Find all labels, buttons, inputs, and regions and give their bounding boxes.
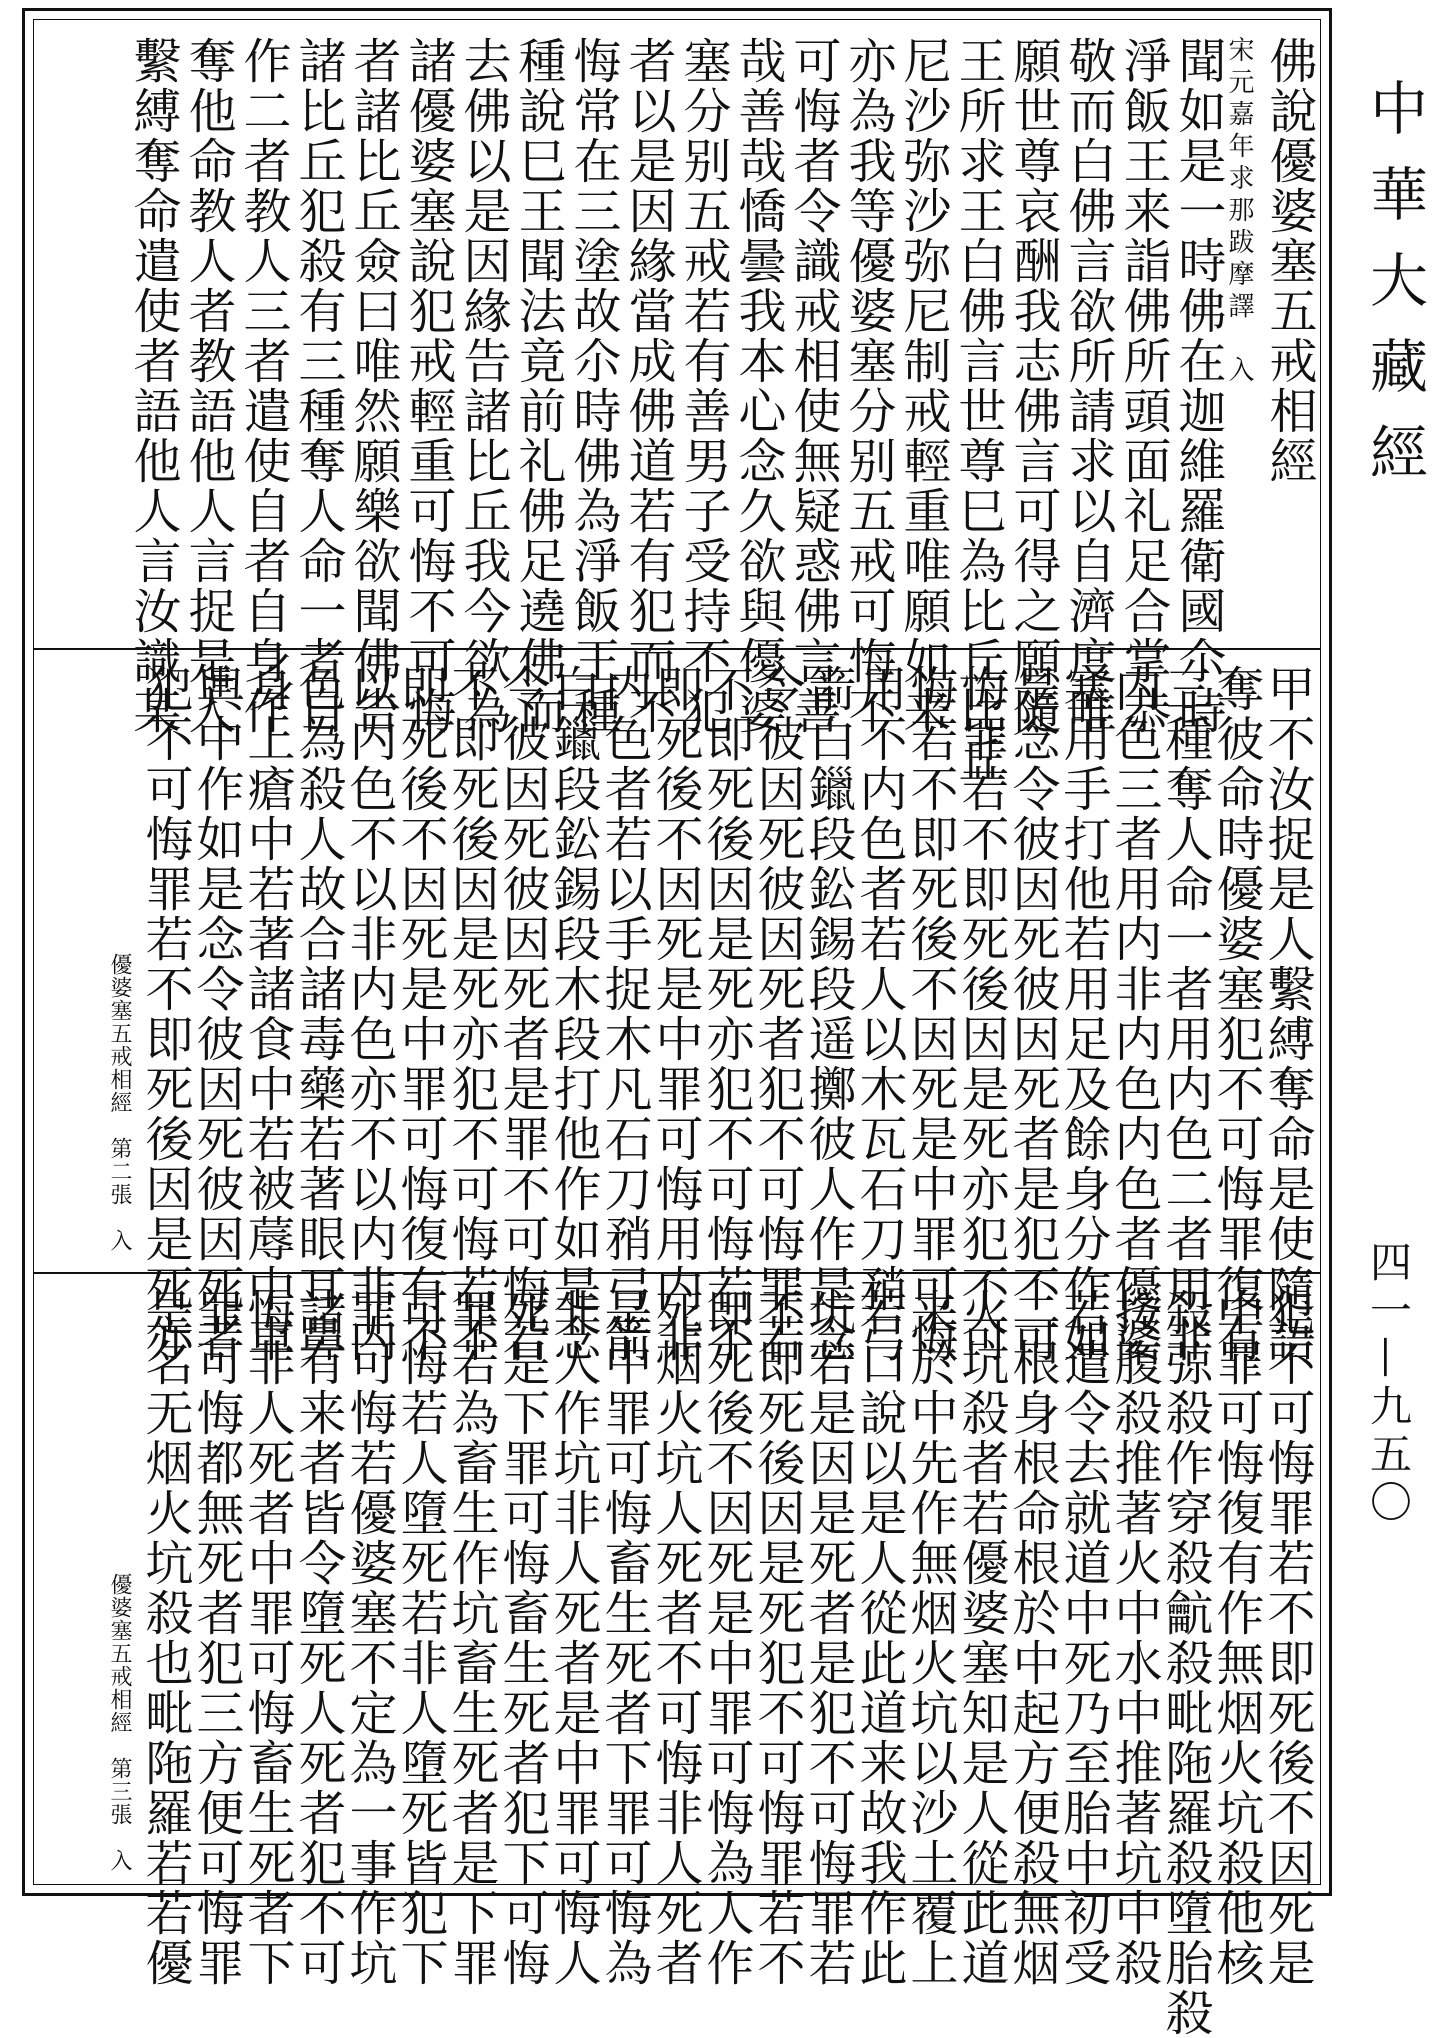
text-column: 去佛以是因緣告諸比丘我今欲為 <box>455 36 511 736</box>
text-block <box>33 19 1321 2038</box>
page-frame <box>22 8 1332 2038</box>
collection-title: 中華大藏經 <box>1360 78 1428 508</box>
text-column: 身上瘡中若著諸食中若被蓐中車 <box>239 664 295 1364</box>
text-column: 悔若不即死後不因死是中罪可悔 <box>902 664 958 1364</box>
text-column: 王所求王白佛言世尊巳為比丘比丘 <box>950 36 1006 786</box>
text-column: 中罪可悔復有作無烟火坑殺他核 <box>1208 1288 1264 1988</box>
text-column: 坑若是因是死者是犯不可悔罪若 <box>800 1288 856 1988</box>
text-column: 是念令彼因死彼因死者是犯不可 <box>1004 664 1060 1364</box>
text-column: 非人作坑非人死者是中罪可悔人 <box>545 1288 601 1988</box>
text-column: 罪若為畜生作坑畜生死者是下罪 <box>443 1288 499 1988</box>
text-column: 繫縛奪命遣使者語他人言汝識某 <box>125 36 181 736</box>
text-column: 若遣令去就道中死乃至胎中初受 <box>1055 1288 1111 1988</box>
text-column: 可悔若人墮死若非人墮死皆犯下 <box>392 1288 448 1988</box>
text-column: 敬而白佛言欲所請求以自濟度唯 <box>1060 36 1116 736</box>
text-column: 即死後不因死是中罪可悔復有不 <box>392 664 448 1364</box>
text-column: 罪可悔都無死者犯三方便可悔罪 <box>188 1288 244 1988</box>
text-column: 令彼因死彼因死者是罪不可悔若 <box>494 664 550 1364</box>
text-column: 不即死後因是死亦犯不可悔若不 <box>698 664 754 1364</box>
text-column: 内色三者用内非内色内色者優婆 <box>1106 664 1162 1364</box>
text-column: 種說巳王聞法竟前礼佛足遶佛而 <box>510 36 566 736</box>
text-column: 奪彼命時優婆塞犯不可悔罪復有 <box>1208 664 1264 1364</box>
text-column: 哉善哉憍曇我本心念久欲與優婆 <box>730 36 786 736</box>
panel-1 <box>34 20 1320 786</box>
text-column: 聞如是一時佛在迦維羅衛國尒時 <box>1170 36 1226 736</box>
text-column: 諸優婆塞說犯戒輕重可悔不可悔 <box>400 36 456 736</box>
text-column: 願世尊哀酬我志佛言可得之願隨 <box>1005 36 1061 736</box>
section-footer: 優婆塞五戒相經 第三張 入 <box>107 1573 132 1872</box>
text-column: 用不内色者若人以木瓦石刀矟弓 <box>851 664 907 1364</box>
text-column: 白鑞段鈆錫段木段打他作如是念 <box>545 664 601 1364</box>
text-column: 殺弶殺作穿殺䶳殺毗陁羅殺墮胎殺 <box>1157 1288 1213 2038</box>
text-column: 亦為我等優婆塞分别五戒可悔不 <box>840 36 896 736</box>
text-column: 色為殺人故合諸毒藥若著眼耳鼻 <box>290 664 346 1364</box>
text-column: 奪他命教人者教語他人言捉是人 <box>180 36 236 736</box>
text-column: 佛說優婆塞五戒相經 <box>1261 36 1317 486</box>
text-column: 尼沙弥沙弥尼制戒輕重唯願如来 <box>895 36 951 736</box>
text-column: 淨飯王来詣佛所頭面礼足合掌恭 <box>1115 36 1171 736</box>
text-column: 諸比丘犯殺有三種奪人命一者自 <box>290 36 346 736</box>
text-column: 内色者若以手捉木凡石刀矟弓箭 <box>596 664 652 1364</box>
text-column: 是名无烟火坑殺也毗陁羅若若優 <box>137 1288 193 1988</box>
text-column: 死是下罪可悔畜生死者犯下可悔 <box>494 1288 550 1988</box>
text-column: 三種奪人命一者用内色二者用非 <box>1157 664 1213 1364</box>
text-column: 来於中先作無烟火坑以沙土覆上 <box>902 1288 958 1988</box>
text-column: 犯不可悔罪若不即死後因是死亦 <box>137 664 193 1364</box>
text-column: 作二者教人三者遣使自者自身作 <box>235 36 291 736</box>
text-column: 甲不汝捉是人繫縛奪命是使隨語 <box>1259 664 1315 1364</box>
text-column: 宋元嘉年求那跋摩譯 入 <box>1224 36 1254 388</box>
text-column: 即死後不因死是中罪可悔用内非 <box>647 664 703 1364</box>
text-column: 按腹殺推著火中水中推著坑中殺 <box>1106 1288 1162 1988</box>
text-column: 令彼因死彼因死者犯不可悔罪若 <box>749 664 805 1364</box>
text-column: 者以是因緣當成佛道若有犯而不 <box>620 36 676 736</box>
panel-2 <box>34 648 1320 1364</box>
text-column: 者諸比丘僉曰唯然願樂欲聞佛告 <box>345 36 401 736</box>
text-column: 悔非人死者中罪可悔畜生死者下 <box>239 1288 295 1988</box>
text-column: 火坑殺者若優婆塞知是人從此道 <box>953 1288 1009 1988</box>
text-column: 死烟火坑人死者不可悔非人死者 <box>647 1288 703 1988</box>
section-footer: 優婆塞五戒相經 第二張 入 <box>107 953 132 1252</box>
text-column: 諸有来者皆令墮死人死者犯不可 <box>290 1288 346 1988</box>
text-column: 塞分别五戒若有善男子受持不犯 <box>675 36 731 736</box>
text-column: 不即死後因是死犯不可悔罪若不 <box>749 1288 805 1988</box>
text-column: 是中罪可悔畜生死者下罪可悔為 <box>596 1288 652 1988</box>
panel-3 <box>34 1272 1320 2038</box>
text-column: 若口說以是人從此道来故我作此 <box>851 1288 907 1988</box>
text-column: 箭白鑞段鈆錫段遥擲彼人作是念 <box>800 664 856 1364</box>
text-column: 可悔者令識戒相使無疑惑佛言善 <box>785 36 841 736</box>
text-column: 不即死後因是死亦犯不可悔若不 <box>443 664 499 1364</box>
text-column: 二根身根命根於中起方便殺無烟 <box>1004 1288 1060 1988</box>
text-column: 罪可悔若優婆塞不定為一事作坑 <box>341 1288 397 1988</box>
text-column: 輿中作如是念令彼因死彼因死者 <box>188 664 244 1364</box>
text-column: 以内色不以非内色亦不以内非内 <box>341 664 397 1364</box>
text-column: 犯不可悔罪若不即死後不因死是 <box>1259 1288 1315 1988</box>
text-column: 悔常在三塗故尒時佛為淨飯王種 <box>565 36 621 736</box>
text-column: 塞用手打他若用足及餘身分作如 <box>1055 664 1111 1364</box>
text-column: 即死後不因死是中罪可悔為人作 <box>698 1288 754 1988</box>
text-column: 悔罪若不即死後因是死亦犯不可 <box>953 664 1009 1364</box>
page-number: 四一—九五〇 <box>1364 1240 1413 1528</box>
